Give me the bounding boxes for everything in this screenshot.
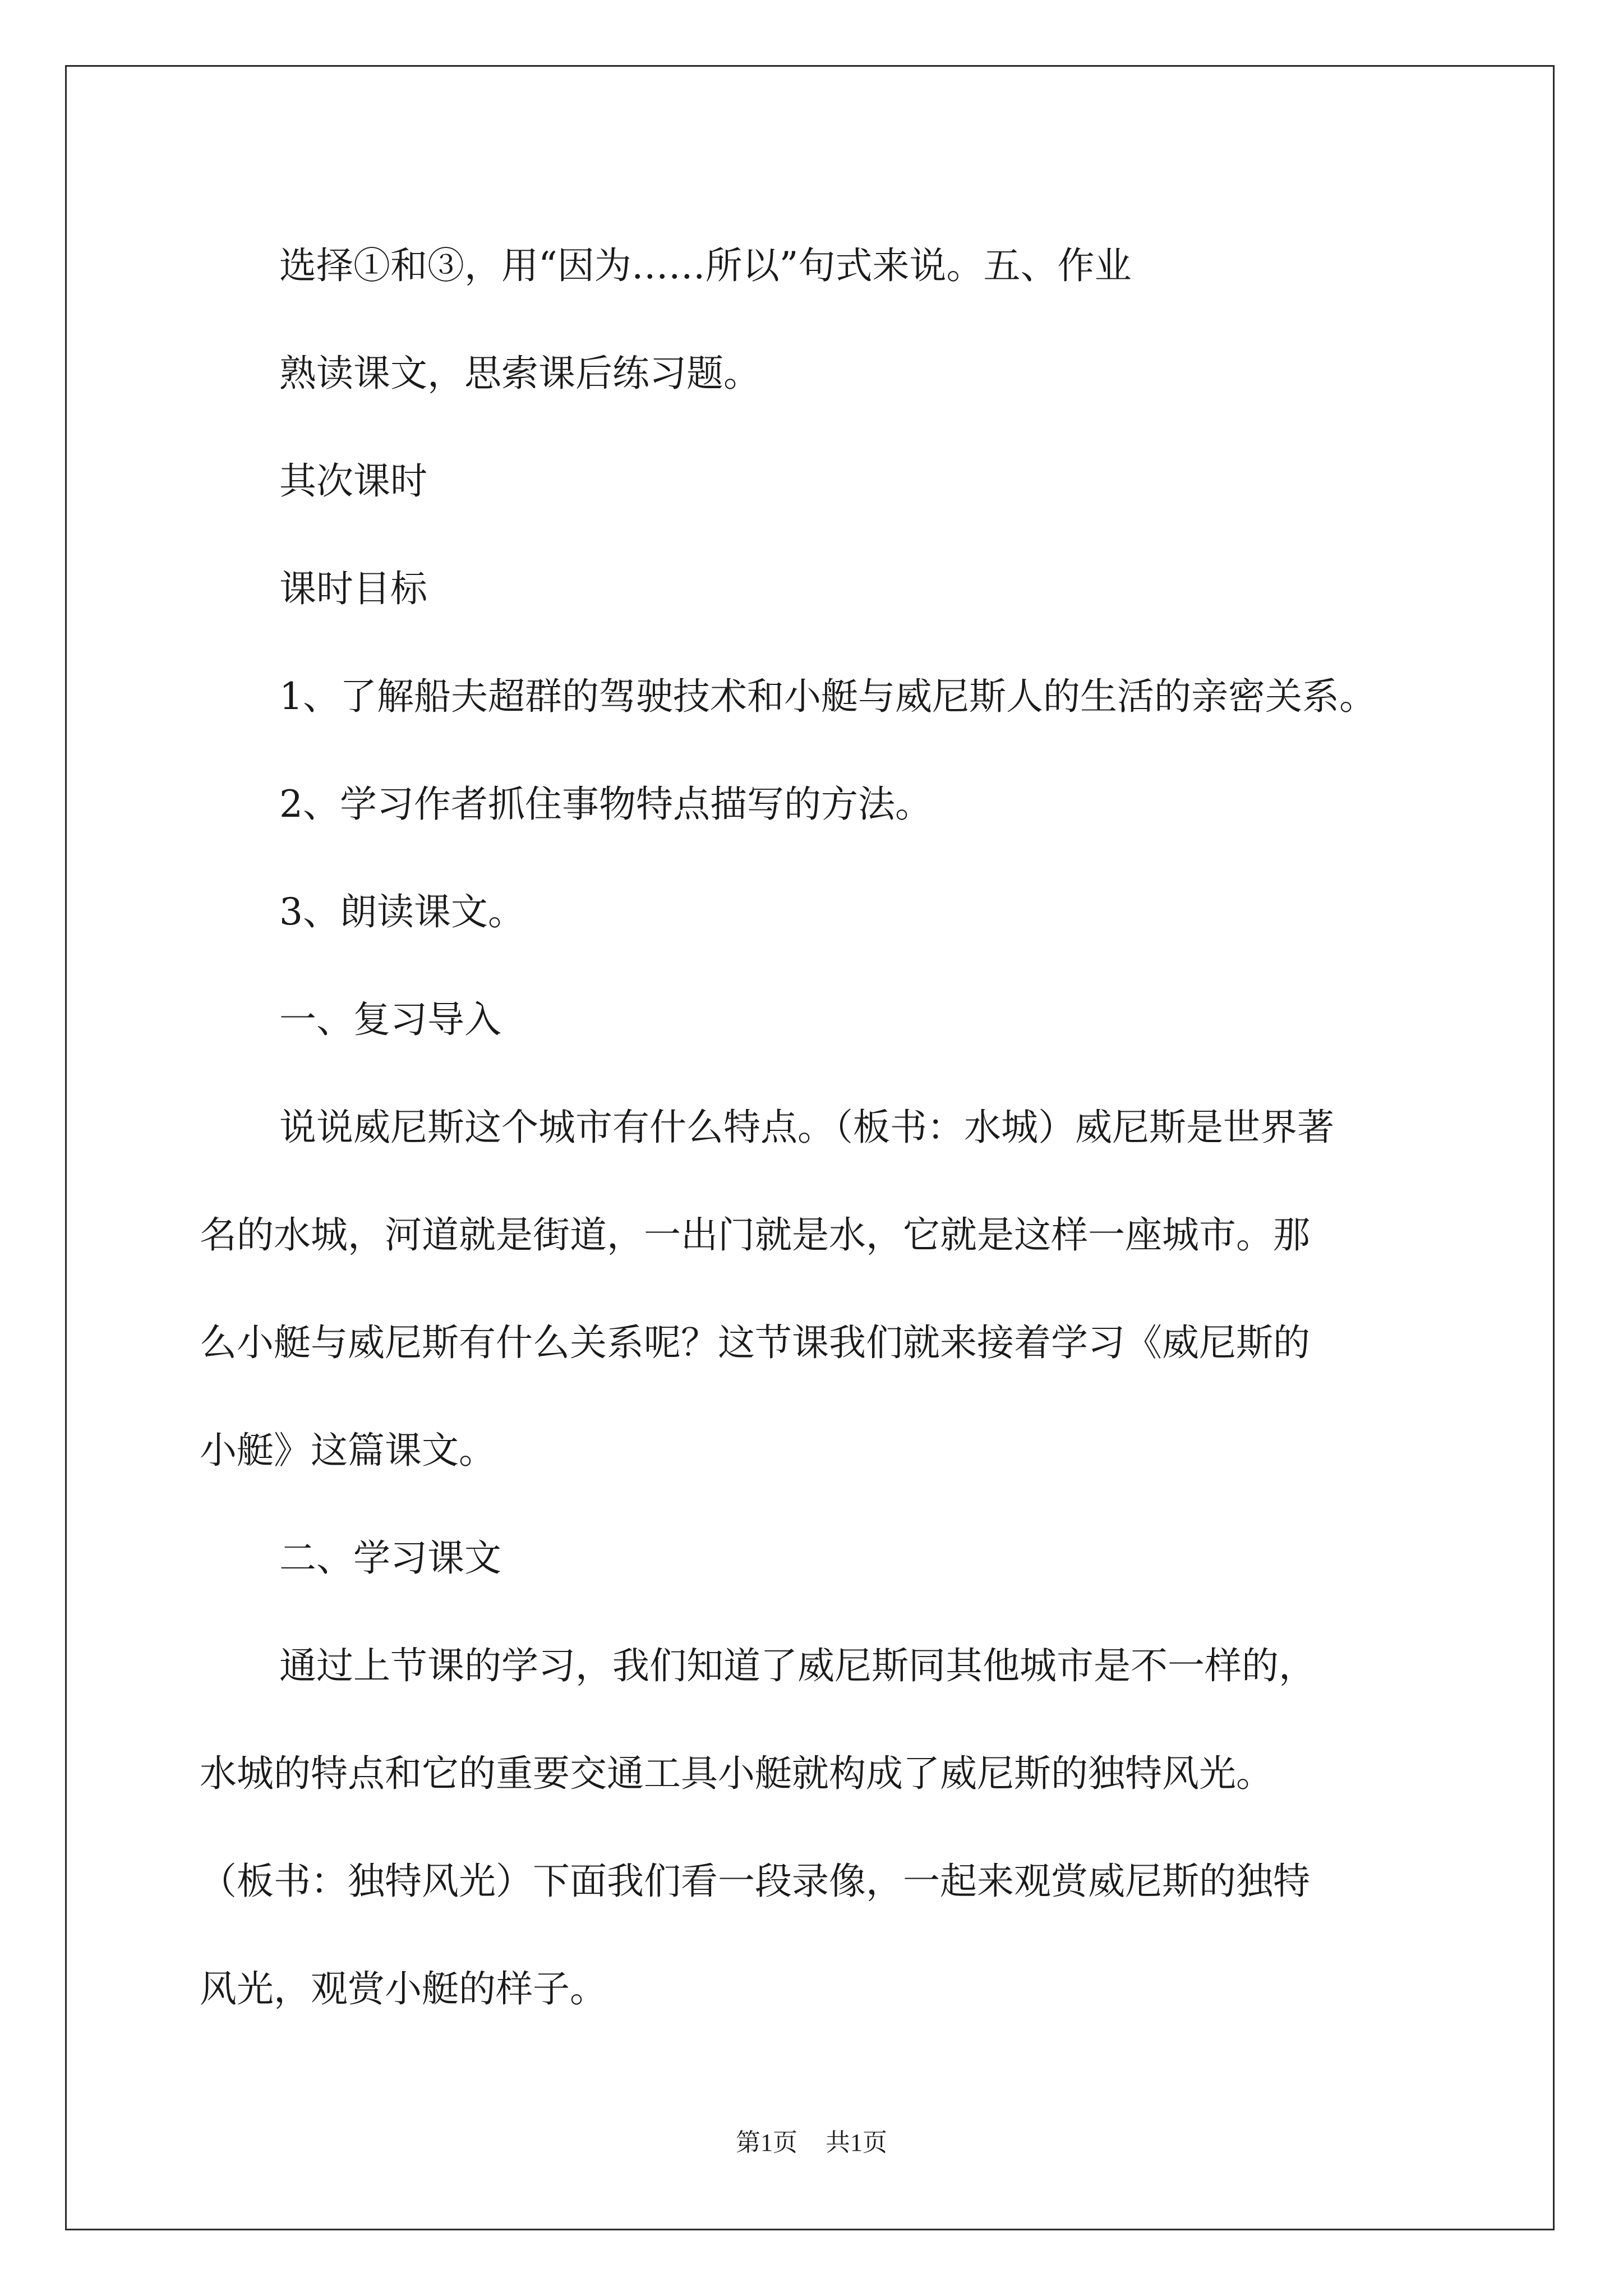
document-body [200, 212, 1433, 2043]
page-footer [0, 2126, 1623, 2160]
list-item: 2、学习作者抓住事物特点描写的方法。 [279, 783, 932, 826]
text-line: 熟读课文，思索课后练习题。 [279, 352, 760, 395]
text-line: 小艇》这篇课文。 [200, 1429, 496, 1472]
section-heading: 一、复习导入 [279, 998, 501, 1041]
section-heading: 其次课时 [279, 459, 427, 503]
page-total: 共1页 [826, 2129, 887, 2156]
text-line: 风光，观赏小艇的样子。 [200, 1967, 607, 2010]
text-line: 选择①和③，用“因为……所以”句式来说。五、作业 [279, 244, 1132, 287]
page-number: 第1页 [736, 2129, 797, 2156]
text-line: 说说威尼斯这个城市有什么特点。（板书：水城）威尼斯是世界著 [279, 1106, 1334, 1149]
text-line: （板书：独特风光）下面我们看一段录像，一起来观赏威尼斯的独特 [200, 1860, 1310, 1903]
section-heading: 二、学习课文 [279, 1536, 501, 1580]
text-line: 水城的特点和它的重要交通工具小艇就构成了威尼斯的独特风光。 [200, 1752, 1273, 1795]
text-line: 么小艇与威尼斯有什么关系呢？这节课我们就来接着学习《威尼斯的 [200, 1321, 1310, 1364]
text-line: 通过上节课的学习，我们知道了威尼斯同其他城市是不一样的， [279, 1644, 1316, 1687]
list-item: 3、朗读课文。 [279, 890, 525, 933]
text-line: 名的水城，河道就是街道，一出门就是水，它就是这样一座城市。那 [200, 1213, 1310, 1257]
section-heading: 课时目标 [279, 567, 427, 610]
list-item: 1、了解船夫超群的驾驶技术和小艇与威尼斯人的生活的亲密关系。 [279, 675, 1376, 718]
